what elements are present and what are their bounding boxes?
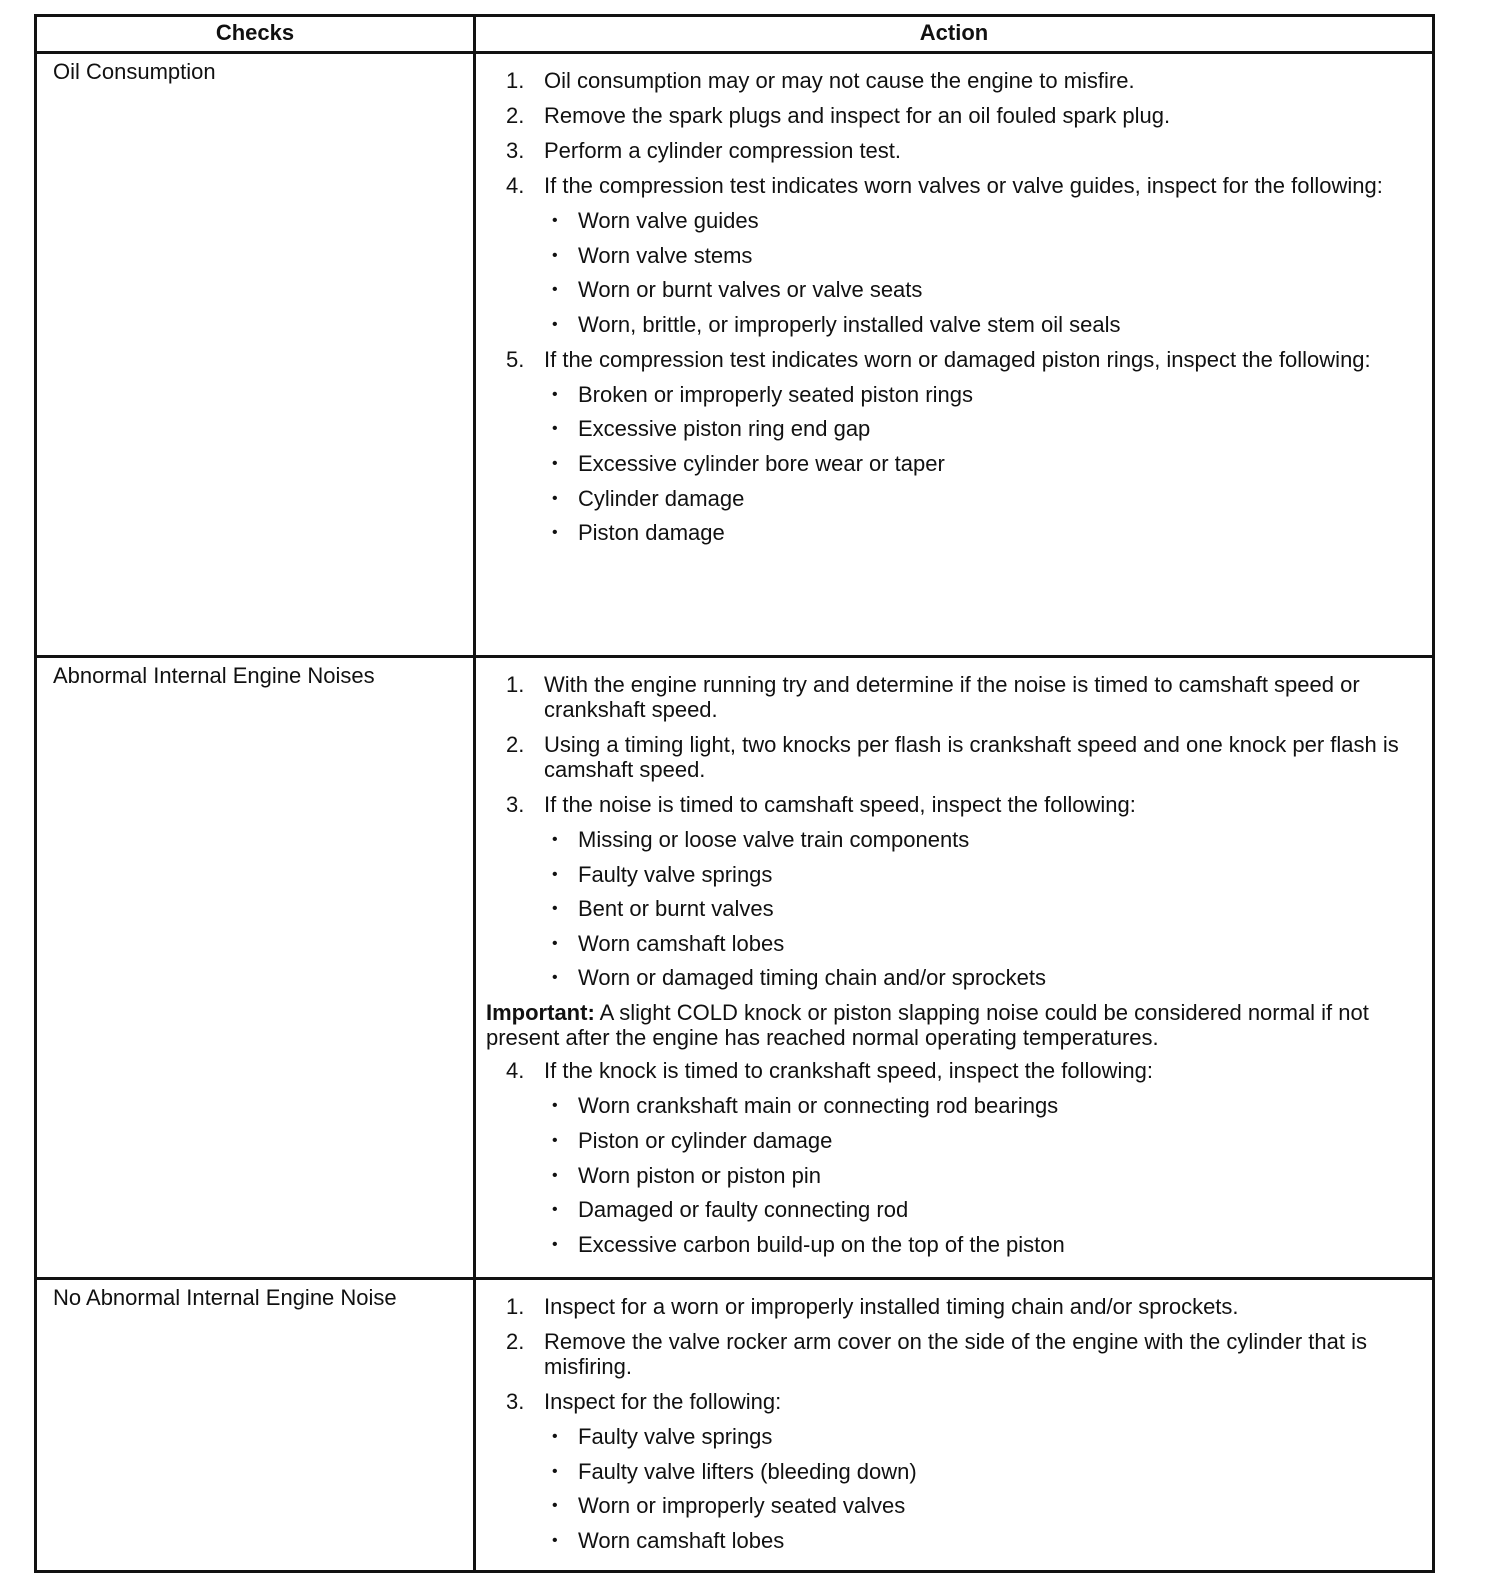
bullet-icon: • [552,934,558,952]
bullet-text: Piston damage [578,520,725,546]
bullet-text: Piston or cylinder damage [578,1127,833,1153]
step-number: 4. [506,1058,525,1084]
step-text: If the knock is timed to crankshaft speed, inspect the following: [544,1058,1153,1084]
list-item [486,1163,1402,1188]
bullet-text: Worn crankshaft main or connecting rod bearings [578,1093,1059,1119]
action-cell [475,657,1434,1279]
bullet-icon: • [552,454,558,472]
table-row [36,53,1434,657]
bullet-text: Excessive carbon build-up on the top of the piston [578,1231,1065,1257]
list-item [486,208,1402,233]
action-step [486,103,1402,128]
step-text: Oil consumption may or may not cause the engine to misfire. [544,68,1135,93]
list-item [486,486,1402,511]
action-step [486,138,1402,163]
bullet-icon: • [552,1428,558,1445]
action-step [486,672,1402,722]
bullet-text: Worn valve stems [578,242,753,268]
step-number: 1. [506,68,525,93]
list-item [486,862,1402,887]
list-item [486,1128,1402,1153]
bullet-text: Worn camshaft lobes [578,930,785,956]
bullet-text: Worn valve guides [578,208,759,233]
bullet-text: Excessive cylinder bore wear or taper [578,450,945,476]
step-number: 3. [506,1389,525,1414]
bullet-list [486,382,1402,545]
bullet-icon: • [552,1201,558,1219]
step-text: Remove the valve rocker arm cover on the side of the engine with the cylinder that is misfiring. [544,1329,1367,1379]
action-step [486,732,1402,782]
bullet-list [486,1424,1402,1553]
bullet-icon: • [552,246,558,264]
list-item [486,1232,1402,1257]
step-number: 3. [506,138,525,163]
bullet-icon: • [552,315,558,333]
bullet-icon: • [552,385,558,403]
action-step [486,1389,1402,1414]
action-cell [475,1279,1434,1572]
list-item [486,451,1402,476]
bullet-text: Faulty valve springs [578,861,773,887]
bullet-text: Cylinder damage [578,485,745,511]
bullet-text: Broken or improperly seated piston rings [578,381,973,407]
bullet-icon: • [552,865,558,883]
bullet-text: Worn camshaft lobes [578,1527,785,1553]
bullet-text: Missing or loose valve train components [578,827,970,852]
action-step [486,1058,1402,1083]
note-label: Important: [486,1000,595,1026]
step-number: 3. [506,792,525,817]
action-step [486,1329,1402,1379]
step-number: 2. [506,103,525,128]
action-step [486,68,1402,93]
bullet-text: Worn piston or piston pin [578,1162,821,1188]
step-number: 1. [506,672,525,697]
action-step [486,1294,1402,1319]
bullet-icon: • [552,1235,558,1253]
bullet-list [486,827,1402,990]
step-text: Remove the spark plugs and inspect for an oil fouled spark plug. [544,103,1171,128]
bullet-icon: • [552,1166,558,1184]
step-text: Using a timing light, two knocks per flash is crankshaft speed and one knock per flash is camshaft speed. [544,732,1399,782]
list-item [486,312,1402,337]
step-text: If the noise is timed to camshaft speed, inspect the following: [544,792,1136,817]
checks-column-header: Checks [36,16,475,53]
list-item [486,1528,1402,1553]
bullet-list [486,208,1402,337]
action-step [486,173,1402,198]
diagnostic-checks-table [34,14,1435,1573]
step-number: 2. [506,1329,525,1354]
bullet-icon: • [552,1497,558,1515]
list-item [486,931,1402,956]
check-name: No Abnormal Internal Engine Noise [36,1279,475,1572]
bullet-text: Damaged or faulty connecting rod [578,1197,909,1223]
bullet-text: Worn or improperly seated valves [578,1493,906,1519]
bullet-text: Bent or burnt valves [578,896,774,922]
list-item [486,1197,1402,1222]
step-text: With the engine running try and determine if the noise is timed to camshaft speed or crankshaft speed. [544,672,1360,722]
bullet-text: Worn, brittle, or improperly installed valve stem oil seals [578,311,1121,337]
action-cell [475,53,1434,657]
bullet-icon: • [552,489,558,507]
bullet-text: Faulty valve springs [578,1424,773,1449]
bullet-icon: • [552,1097,558,1115]
list-item [486,243,1402,268]
list-item [486,827,1402,852]
list-item [486,965,1402,990]
bullet-icon: • [552,212,558,229]
action-step [486,792,1402,817]
bullet-icon: • [552,281,558,299]
list-item [486,1493,1402,1518]
list-item [486,416,1402,441]
bullet-list [486,1093,1402,1256]
list-item [486,520,1402,545]
table-header-row [36,16,1434,53]
check-name: Oil Consumption [36,53,475,657]
bullet-icon: • [552,831,558,848]
step-number: 2. [506,732,525,757]
bullet-icon: • [552,900,558,918]
bullet-icon: • [552,1531,558,1549]
bullet-text: Faulty valve lifters (bleeding down) [578,1458,917,1484]
step-text: Perform a cylinder compression test. [544,138,902,163]
bullet-icon: • [552,524,558,542]
bullet-icon: • [552,969,558,987]
table-row [36,657,1434,1279]
bullet-text: Worn or burnt valves or valve seats [578,277,923,303]
list-item [486,896,1402,921]
bullet-icon: • [552,420,558,438]
bullet-text: Excessive piston ring end gap [578,416,871,442]
check-name: Abnormal Internal Engine Noises [36,657,475,1279]
table-row [36,1279,1434,1572]
note-text: A slight COLD knock or piston slapping noise could be considered normal if not present after the engine has reached normal operating temperatures. [486,1000,1369,1051]
step-text: Inspect for the following: [544,1389,782,1414]
step-number: 5. [506,346,525,372]
bullet-text: Worn or damaged timing chain and/or sprockets [578,965,1046,991]
list-item [486,1424,1402,1449]
list-item [486,277,1402,302]
bullet-icon: • [552,1131,558,1149]
list-item [486,1459,1402,1484]
step-text: If the compression test indicates worn or damaged piston rings, inspect the following: [544,346,1371,372]
step-text: Inspect for a worn or improperly installed timing chain and/or sprockets. [544,1294,1239,1319]
list-item [486,1093,1402,1118]
important-note [486,1000,1402,1050]
list-item [486,382,1402,407]
action-step [486,347,1402,372]
action-column-header: Action [475,16,1434,53]
step-number: 4. [506,173,525,198]
step-text: If the compression test indicates worn valves or valve guides, inspect for the following: [544,173,1383,198]
bullet-icon: • [552,1462,558,1480]
step-number: 1. [506,1294,525,1319]
